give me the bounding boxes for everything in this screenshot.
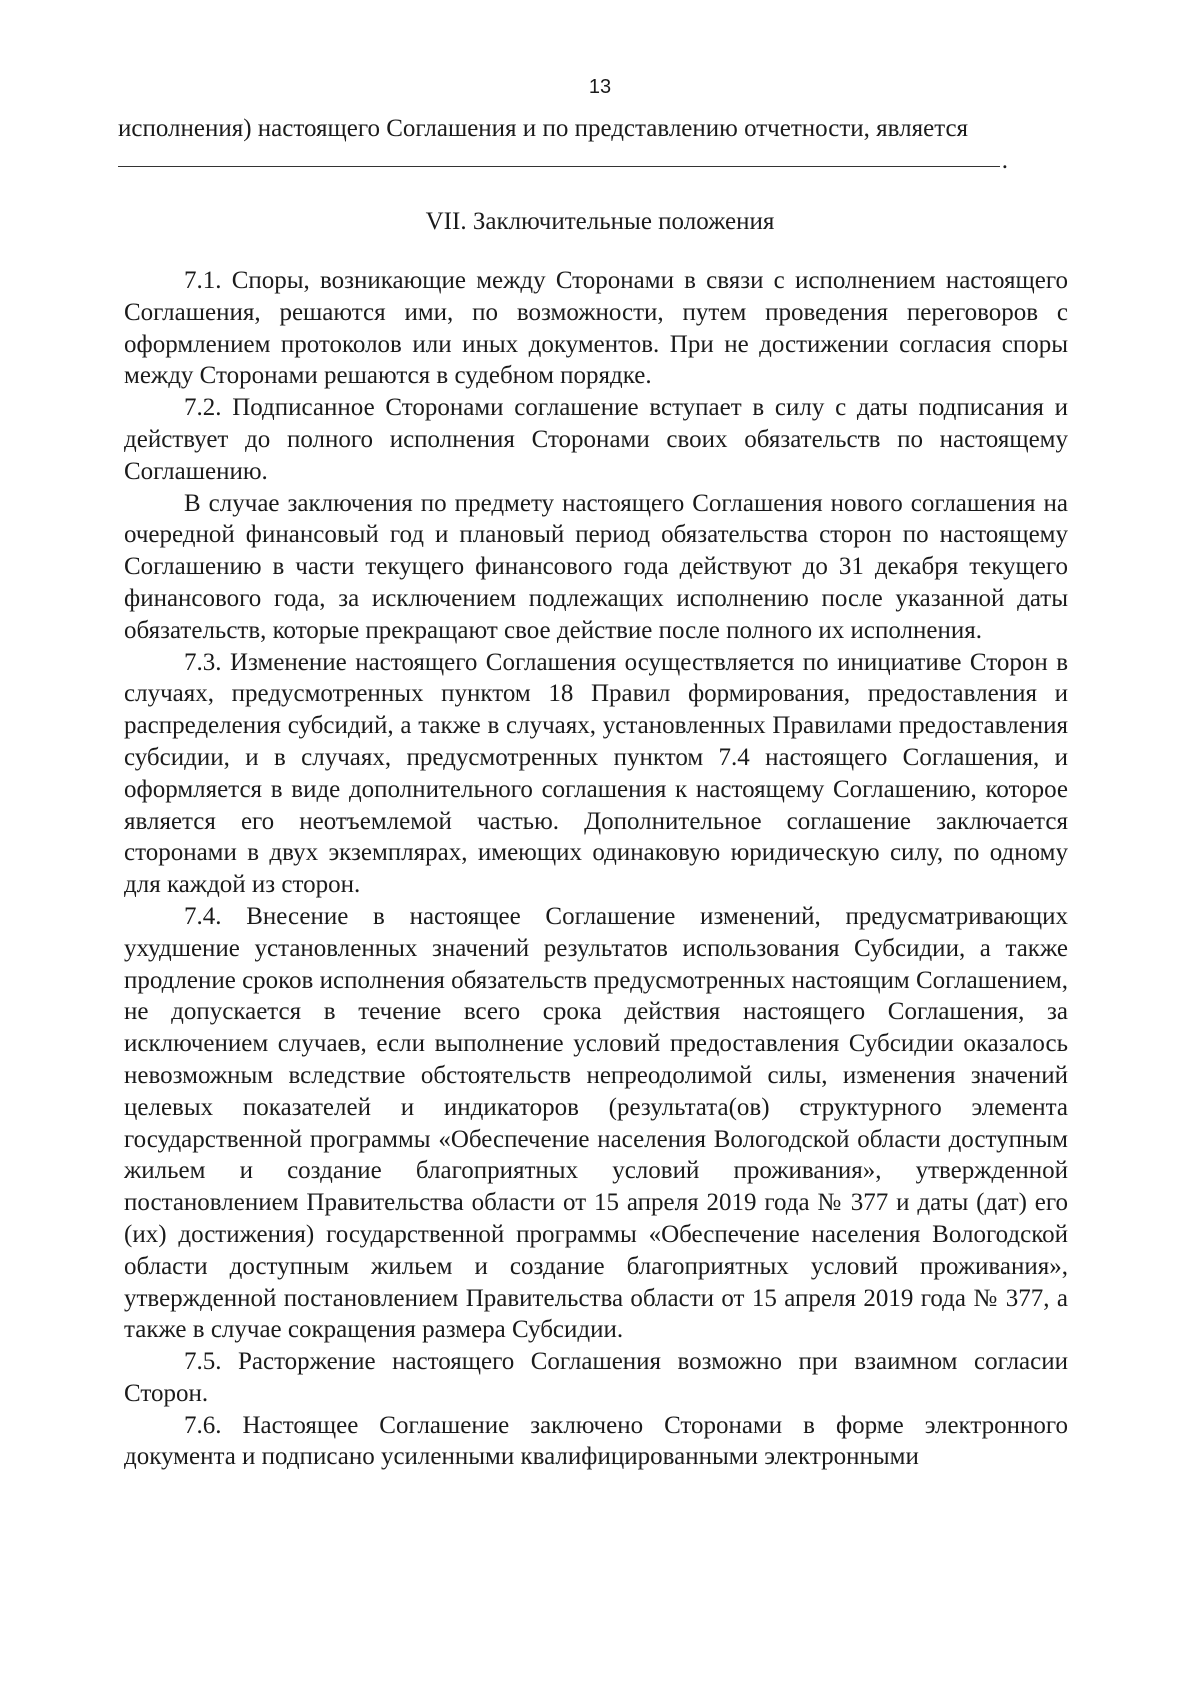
paragraph-7-6: 7.6. Настоящее Соглашение заключено Сторонами в форме электронного документа и подписано усиленными квалифицированными электронными [124,1411,1068,1471]
paragraph-7-2: 7.2. Подписанное Сторонами соглашение вступает в силу с даты подписания и действует до полного исполнения Сторонами своих обязательств по настоящему Соглашению. [124,394,1068,485]
paragraph-7-3: 7.3. Изменение настоящего Соглашения осуществляется по инициативе Сторон в случаях, предусмотренных пунктом 18 Правил формирования, предоставления и распределения субсидий, а также в случаях, установленных Правилами предоставления субсидии, и в случаях, предусмотренных пунктом 7.4 настоящего Соглашения, и оформляется в виде дополнительного соглашения к настоящему Соглашению, которое является его неотъемлемой частью. Дополнительное соглашение заключается сторонами в двух экземплярах, имеющих одинаковую юридическую силу, по одному для каждой из сторон. [124,648,1068,899]
paragraph-7-4: 7.4. Внесение в настоящее Соглашение изменений, предусматривающих ухудшение установленных значений результатов использования Субсидии, а также продление сроков исполнения обязательств предусмотренных настоящим Соглашением, не допускается в течение всего срока действия настоящего Соглашения, за исключением случаев, если выполнение условий предоставления Субсидии оказалось невозможным вследствие обстоятельств непреодолимой силы, изменения значений целевых показателей и индикаторов (результата(ов) структурного элемента государственной программы «Обеспечение населения Вологодской области доступным жильем и создание благоприятных условий проживания», утвержденной постановлением Правительства области от 15 апреля 2019 года № 377 и даты (дат) его (их) достижения) государственной программы «Обеспечение населения Вологодской области доступным жильем и создание благоприятных условий проживания», утвержденной постановлением Правительства области от 15 апреля 2019 года № 377, а также в случае сокращения размера Субсидии. [124,902,1068,1344]
page-number: 13 [588,76,612,98]
continuation-block [118,110,1068,178]
fill-in-blank-line [118,147,1008,178]
blank-line-end: . [1001,147,1008,174]
blank-underline [118,166,1000,167]
continuation-line: исполнения) настоящего Соглашения и по представлению отчетности, является [118,115,969,142]
section-body [124,265,1068,1473]
paragraph-7-5: 7.5. Расторжение настоящего Соглашения возможно при взаимном согласии Сторон. [124,1348,1068,1407]
paragraph-7-1: 7.1. Споры, возникающие между Сторонами в связи с исполнением настоящего Соглашения, решаются ими, по возможности, путем проведения переговоров с оформлением протоколов или иных документов. При не достижении согласия споры между Сторонами решаются в судебном порядке. [124,267,1068,390]
section-heading: VII. Заключительные положения [425,208,775,235]
paragraph-7-2-continued: В случае заключения по предмету настоящего Соглашения нового соглашения на очередной финансовый год и плановый период обязательства сторон по настоящему Соглашению в части текущего финансового года действуют до 31 декабря текущего финансового года, за исключением подлежащих исполнению после указанной даты обязательств, которые прекращают свое действие после полного их исполнения. [124,489,1068,644]
